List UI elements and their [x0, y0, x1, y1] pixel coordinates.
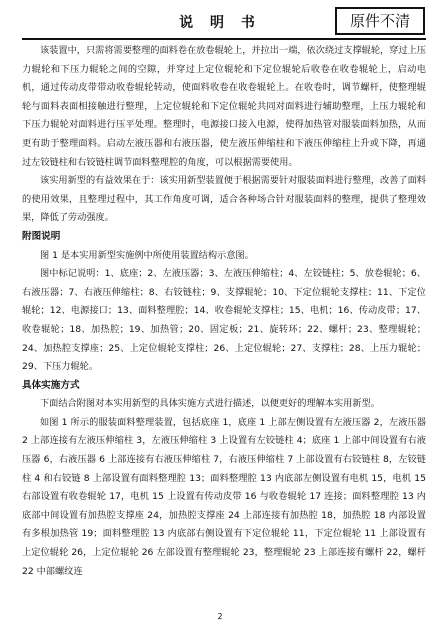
page-number: 2 [217, 612, 223, 621]
document-body [22, 42, 426, 581]
heading-embodiment: 具体实施方式 [22, 379, 80, 391]
document-title: 说 明 书 [179, 15, 261, 31]
paragraph-beneficial-effects: 该实用新型的有益效果在于：该实用新型装置便于根据需要针对服装面料进行整理，改善了面料的使用效果，且整理过程中，其工作角度可调，适合各种场合针对服装面料的整理，提供了整理效果，降低了劳动强度。 [22, 175, 426, 224]
paragraph-reference-list: 图中标记说明：1、底座；2、左液压器；3、左液压伸缩柱；4、左铰链柱；5、放卷辊轮；6、右液压器；7、右液压伸缩柱；8、右铰链柱；9、支撑辊轮；10、下定位辊轮支撑柱；11、下定位辊轮；12、电源接口；13、面料整理腔；14、收卷辊轮支撑柱；15、电机；16、传动皮带；17、收卷辊轮；18、加热腔；19、加热管；20、固定板；21、旋转环；22、螺杆；23、整理辊轮；24、加热腔支撑座；25、上定位辊轮支撑柱；26、上定位辊轮；27、支撑柱；28、上压力辊轮；29、下压力辊轮。 [22, 268, 426, 373]
page-header [0, 0, 440, 46]
paragraph-embodiment-detail: 如图 1 所示的服装面料整理装置，包括底座 1，底座 1 上部左侧设置有左液压器 2，左液压器 2 上部连接有左液压伸缩柱 3，左液压伸缩柱 3 上设置有左铰链柱 4；底座 1 上部中间设置有右液压器 6，右液压器 6 上部连接有右液压伸缩柱 7，右液压伸缩柱 7 上部设置有右铰链柱 8，左铰链柱 4 和右铰链 8 上部设置有面料整理腔 13；面料整理腔 13 内底部左侧设置有电机 15，电机 15 右部设置有收卷辊轮 17，电机 15 上设置有传动皮带 16 与收卷辊轮 17 连接；面料整理腔 13 内底部中间设置有加热腔支撑座 24，加热腔支撑座 24 上部连接有加热腔 18，加热腔 18 内部设置有多根加热管 19；面料整理腔 13 内底部右侧设置有下定位辊轮 11，下定位辊轮 11 上部设置有上定位辊轮 26，上定位辊轮 26 左部设置有整理辊轮 23，整理辊轮 23 上部连接有螺杆 22，螺杆 22 中部螺纹连 [22, 416, 426, 577]
heading-drawings: 附图说明 [22, 230, 61, 242]
illegible-original-stamp: 原件不清 [335, 7, 425, 35]
header-rule [22, 38, 426, 40]
paragraph-embodiment-intro: 下面结合附图对本实用新型的具体实施方式进行描述，以便更好的理解本实用新型。 [40, 398, 380, 410]
paragraph-operation: 该装置中，只需将需要整理的面料卷在放卷辊轮上，并拉出一端，依次绕过支撑辊轮，穿过上压力辊轮和下压力辊轮之间的空隙，并穿过上定位辊轮和下定位辊轮后收卷在收卷辊轮上，启动电机，通过传动皮带带动收卷辊轮转动，使面料收卷在收卷辊轮上。在收卷时，调节螺杆，使整理辊轮与面料表面相接触进行整理，上定位辊轮和下定位辊轮共同对面料进行辅助整理，上压力辊轮和下压力辊轮对面料进行压平处理。整理时，电源接口接入电源，使得加热管对服装面料加热，从而更有助于整理面料。启动左液压器和右液压器，使左液压伸缩柱和下液压伸缩柱上升或下降，再通过左铰链柱和右铰链柱调节面料整理腔的角度，可以根据需要使用。 [22, 45, 426, 168]
paragraph-figure-1: 图 1 是本实用新型实施例中所使用装置结构示意图。 [40, 249, 254, 261]
